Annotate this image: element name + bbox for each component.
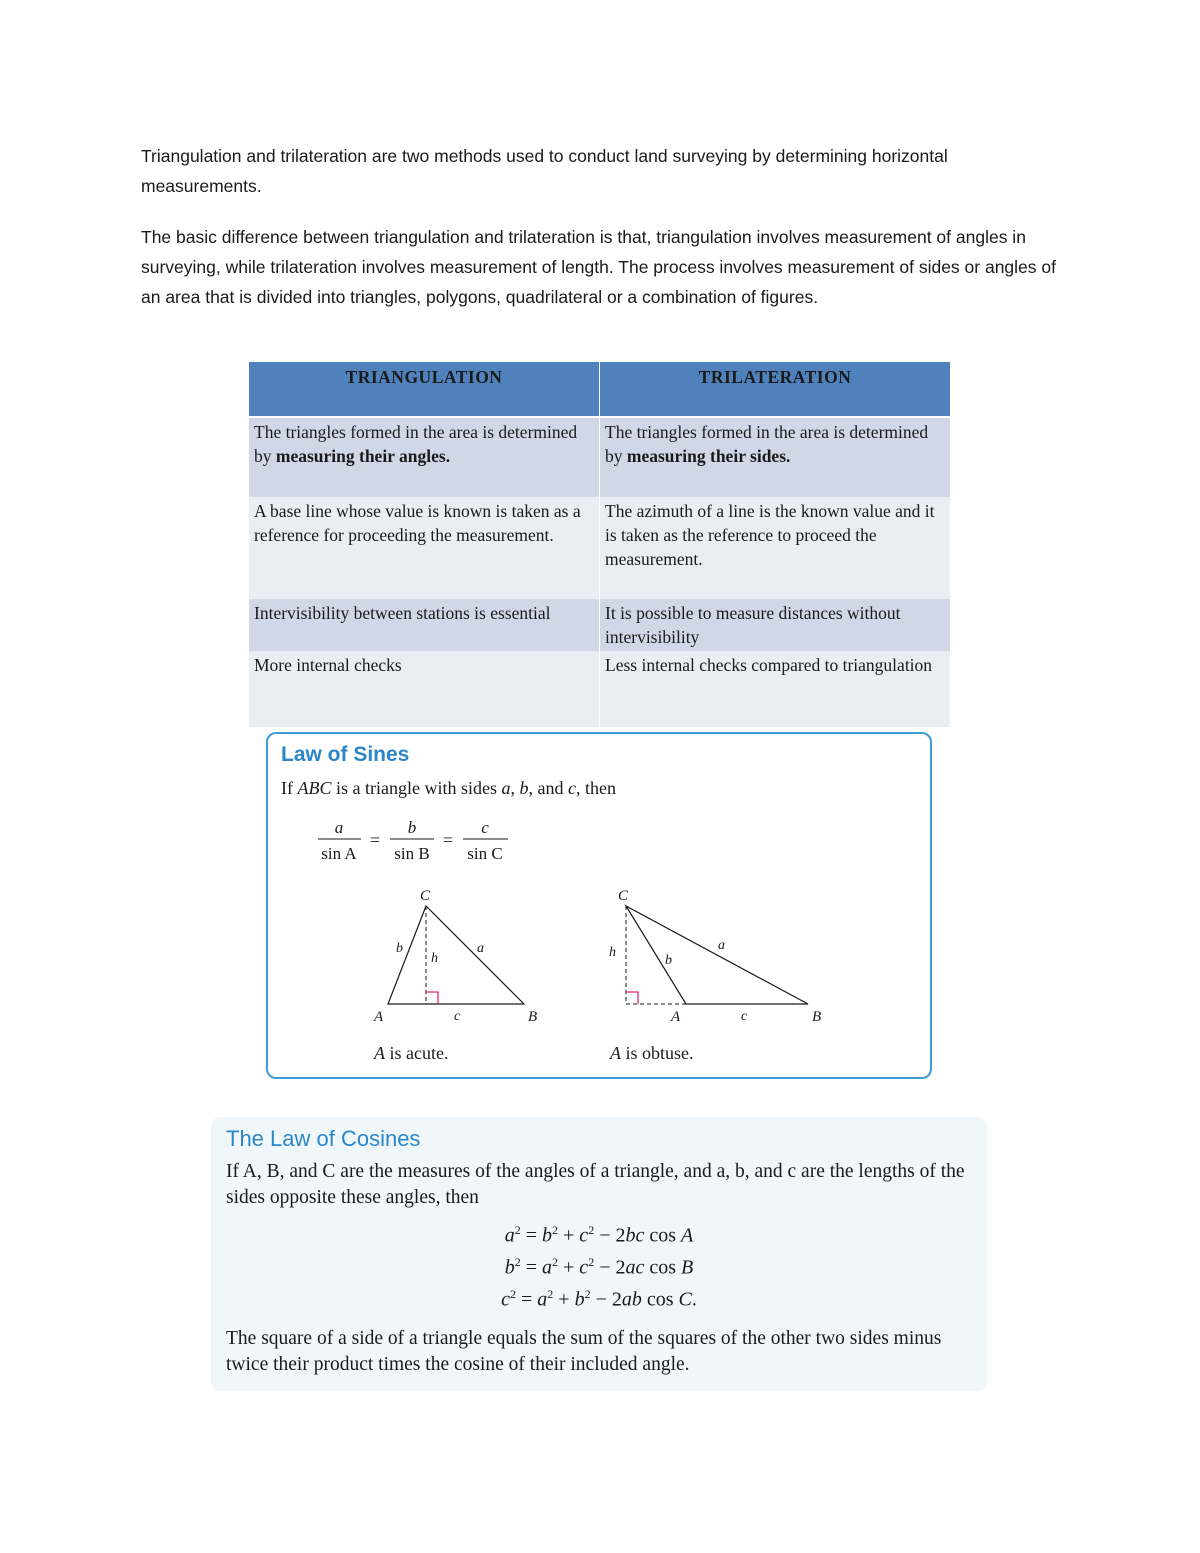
comparison-table — [249, 362, 950, 727]
formula-token: = — [516, 1288, 538, 1311]
formula-token: c — [579, 1256, 589, 1279]
table-row — [249, 651, 950, 727]
caption-text: is acute. — [385, 1043, 449, 1063]
formula-token: c — [501, 1288, 511, 1311]
formula-token: 2 — [584, 1287, 591, 1301]
law-of-cosines-summary: The square of a side of a triangle equals the sum of the squares of the other two sides minus twice their product times the cosine of their included angle. — [226, 1328, 942, 1375]
vertex-b-label: B — [528, 1009, 538, 1025]
formula-token: cos — [644, 1224, 682, 1247]
vertex-b-label: B — [812, 1009, 822, 1025]
table-header-row — [249, 362, 950, 417]
table-cell: Intervisibility between stations is essential — [249, 599, 600, 651]
table-row — [249, 599, 950, 651]
table-cell: The azimuth of a line is the known value and it is taken as the reference to proceed the measurement. — [600, 497, 951, 599]
intro-text: is a triangle with sides — [331, 778, 502, 798]
law-of-sines-diagram — [268, 734, 930, 1077]
intro-text: , — [510, 778, 520, 798]
ratio-numerator-c: c — [481, 818, 489, 837]
formula-token: 2 — [547, 1287, 554, 1301]
ratio-numerator-a: a — [334, 818, 344, 837]
table-cell: Less internal checks compared to triangulation — [600, 651, 951, 727]
formula-token: 2 — [552, 1255, 559, 1269]
table-row — [249, 417, 950, 497]
caption-obtuse — [609, 1043, 694, 1063]
vertex-c-label: C — [618, 888, 629, 904]
side-b-label: b — [665, 953, 672, 968]
ratio-denominator-sin-b: sin B — [394, 844, 430, 863]
formula-token: − 2 — [594, 1224, 626, 1247]
law-of-cosines-intro: If A, B, and C are the measures of the angles of a triangle, and a, b, and c are the lengths of the sides opposite these angles, then — [226, 1161, 965, 1208]
formula-token: bc — [625, 1224, 645, 1247]
acute-triangle — [388, 906, 524, 1004]
cell-text: The triangles formed in the area is determined by — [605, 422, 929, 466]
height-h-label: h — [609, 945, 616, 960]
law-of-cosines-title: The Law of Cosines — [226, 1126, 421, 1151]
formula-token: = — [520, 1224, 543, 1247]
formula-token: . — [691, 1288, 697, 1311]
formula-token: + — [558, 1256, 580, 1279]
law-of-sines-box — [266, 732, 932, 1079]
cell-bold-text: measuring their sides. — [626, 446, 791, 466]
formula-token: 2 — [510, 1287, 517, 1301]
caption-var: A — [610, 1043, 621, 1063]
table-cell: More internal checks — [249, 651, 600, 727]
law-of-sines-title: Law of Sines — [281, 743, 410, 766]
right-angle-marker — [626, 992, 638, 1004]
right-angle-marker — [426, 992, 438, 1004]
intro-text: , and — [528, 778, 568, 798]
formula-token: 2 — [588, 1255, 595, 1269]
obtuse-triangle — [626, 906, 808, 1004]
formula-token: ac — [625, 1256, 645, 1279]
formula-token: + — [553, 1288, 575, 1311]
formula-token: B — [681, 1256, 694, 1279]
equals-sign: = — [442, 830, 454, 850]
formula-token: cos — [641, 1288, 679, 1311]
formula-b-squared — [211, 1255, 987, 1280]
side-a-label: a — [477, 941, 484, 956]
var-a: a — [501, 778, 511, 798]
formula-token: ab — [621, 1288, 642, 1311]
formula-token: a — [537, 1288, 548, 1311]
caption-var: A — [374, 1043, 385, 1063]
formula-token: 2 — [588, 1223, 595, 1237]
ratio-denominator-sin-a: sin A — [321, 844, 357, 863]
header-triangulation: TRIANGULATION — [249, 362, 600, 417]
side-b-label: b — [396, 941, 403, 956]
ratio-denominator-sin-c: sin C — [467, 844, 503, 863]
formula-token: = — [520, 1256, 543, 1279]
var-b: b — [519, 778, 529, 798]
formula-a-squared — [211, 1223, 987, 1248]
formula-token: b — [504, 1256, 515, 1279]
caption-text: is obtuse. — [621, 1043, 694, 1063]
table-cell: A base line whose value is known is taken as a reference for proceeding the measurement. — [249, 497, 600, 599]
vertex-a-label: A — [374, 1009, 384, 1025]
cell-bold-text: measuring their angles. — [275, 446, 451, 466]
formula-token: c — [579, 1224, 589, 1247]
cell-text: The triangles formed in the area is determined by — [254, 422, 578, 466]
table-row — [249, 497, 950, 599]
formula-token: A — [681, 1224, 694, 1247]
formula-token: − 2 — [594, 1256, 626, 1279]
formula-token: C — [678, 1288, 692, 1311]
intro-text: , then — [575, 778, 616, 798]
formula-token: 2 — [514, 1223, 521, 1237]
formula-token: a — [504, 1224, 515, 1247]
var-c: c — [567, 778, 576, 798]
formula-token: cos — [644, 1256, 682, 1279]
side-a-label: a — [718, 938, 725, 953]
intro-paragraph-1: Triangulation and trilateration are two methods used to conduct land surveying by determining horizontal measurements. — [141, 146, 948, 196]
formula-token: b — [542, 1224, 553, 1247]
vertex-a-label: A — [671, 1009, 681, 1025]
side-c-label: c — [454, 1009, 461, 1024]
formula-token: b — [574, 1288, 585, 1311]
caption-acute — [373, 1043, 448, 1063]
formula-token: 2 — [514, 1255, 521, 1269]
formula-token: a — [542, 1256, 553, 1279]
vertex-c-label: C — [420, 888, 431, 904]
table-cell: It is possible to measure distances without intervisibility — [600, 599, 951, 651]
side-c-label: c — [741, 1009, 748, 1024]
intro-paragraph-2: The basic difference between triangulation and trilateration is that, triangulation involves measurement of angles in surveying, while trilateration involves measurement of length. The process involves measurement of sides or angles of an area that is divided into triangles, polygons, quadrilateral or a combination of figures. — [141, 227, 1056, 307]
var-abc: ABC — [297, 778, 332, 798]
table-cell — [600, 417, 951, 497]
formula-token: − 2 — [590, 1288, 622, 1311]
equals-sign: = — [369, 830, 381, 850]
formula-c-squared — [211, 1287, 987, 1312]
table-cell — [249, 417, 600, 497]
law-of-cosines-box — [211, 1117, 987, 1391]
header-trilateration: TRILATERATION — [600, 362, 951, 417]
intro-text: If — [281, 778, 298, 798]
formula-token: 2 — [552, 1223, 559, 1237]
height-h-label: h — [431, 951, 438, 966]
ratio-numerator-b: b — [407, 818, 417, 837]
formula-token: + — [558, 1224, 580, 1247]
